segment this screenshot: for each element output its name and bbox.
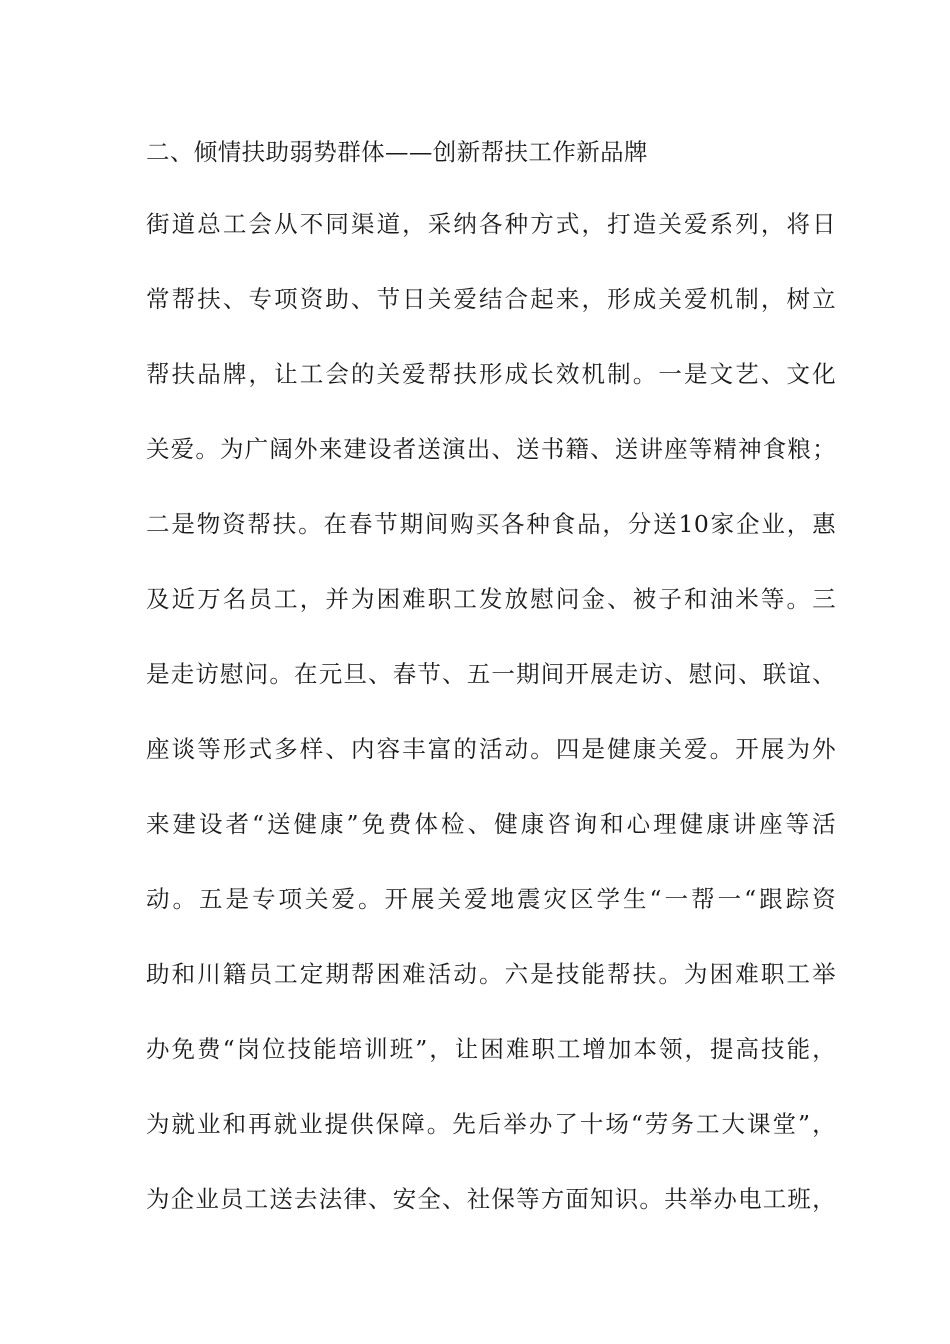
paragraph-line: 二是物资帮扶。在春节期间购买各种食品，分送10家企业，惠 bbox=[146, 510, 836, 538]
paragraph-line: 是走访慰问。在元旦、春节、五一期间开展走访、慰问、联谊、 bbox=[146, 660, 836, 688]
paragraph-line: 助和川籍员工定期帮困难活动。六是技能帮扶。为困难职工举 bbox=[146, 960, 836, 988]
paragraph-line: 来建设者“送健康”免费体检、健康咨询和心理健康讲座等活 bbox=[146, 810, 836, 838]
paragraph-line: 动。五是专项关爱。开展关爱地震灾区学生“一帮一“跟踪资 bbox=[146, 885, 836, 913]
paragraph-line: 街道总工会从不同渠道，采纳各种方式，打造关爱系列，将日 bbox=[146, 210, 836, 238]
paragraph-line: 办免费“岗位技能培训班”，让困难职工增加本领，提高技能， bbox=[146, 1035, 836, 1063]
paragraph-line: 为企业员工送去法律、安全、社保等方面知识。共举办电工班， bbox=[146, 1185, 836, 1213]
paragraph-line: 为就业和再就业提供保障。先后举办了十场“劳务工大课堂”， bbox=[146, 1110, 836, 1138]
paragraph-line: 及近万名员工，并为困难职工发放慰问金、被子和油米等。三 bbox=[146, 585, 836, 613]
paragraph-line: 帮扶品牌，让工会的关爱帮扶形成长效机制。一是文艺、文化 bbox=[146, 360, 836, 388]
paragraph-line: 座谈等形式多样、内容丰富的活动。四是健康关爱。开展为外 bbox=[146, 735, 836, 763]
paragraph-line: 关爱。为广阔外来建设者送演出、送书籍、送讲座等精神食粮； bbox=[146, 435, 836, 463]
paragraph-line: 常帮扶、专项资助、节日关爱结合起来，形成关爱机制，树立 bbox=[146, 285, 836, 313]
section-heading: 二、倾情扶助弱势群体——创新帮扶工作新品牌 bbox=[146, 138, 648, 166]
